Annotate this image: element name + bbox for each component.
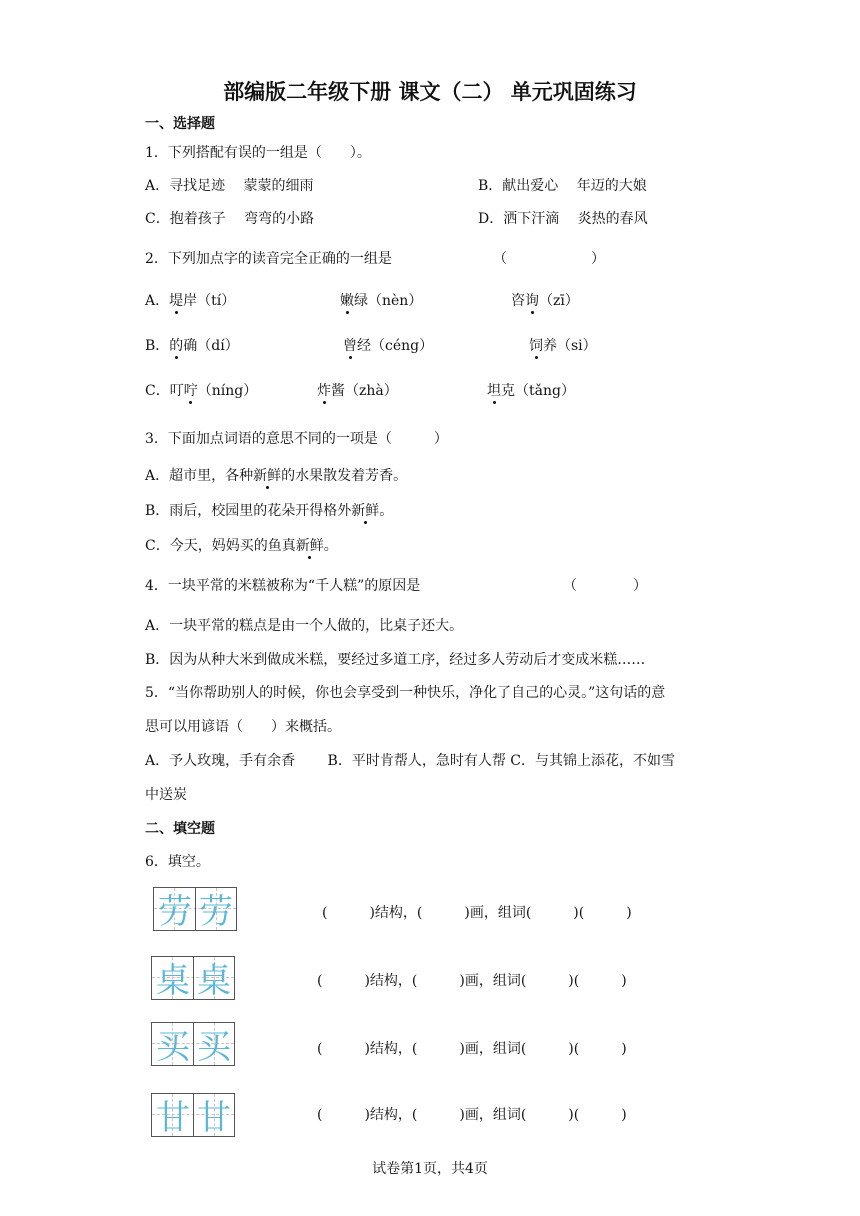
q3-option-c: C．今天，妈妈买的鱼真新鲜。 [145, 535, 338, 555]
q5-stem-line1: 5．“当你帮助别人的时候，你也会享受到一种快乐，净化了自己的心灵。”这句话的意 [145, 685, 666, 701]
page-title: 部编版二年级下册 课文（二） 单元巩固练习 [223, 80, 637, 104]
q2-option-a-item3: 咨询（zī） [511, 290, 579, 310]
q5-stem-line2: 思可以用谚语（ ）来概括。 [145, 719, 341, 735]
q1-option-c: C．抱着孩子 弯弯的小路 [145, 211, 315, 227]
section-fill-heading: 二、填空题 [145, 821, 215, 837]
tian-grid-char-2 [151, 956, 235, 1000]
q2-answer-paren: （ ） [493, 251, 605, 267]
q4-stem: 4．一块平常的米糕被称为“千人糕”的原因是 [145, 578, 421, 594]
q6-stem: 6．填空。 [145, 854, 210, 870]
q3-stem: 3．下面加点词语的意思不同的一项是（ ） [145, 431, 448, 447]
q2-option-c-item3: 坦克（tǎng） [487, 380, 575, 400]
q6-blank-row-2: ( )结构，( )画，组词( )( ) [317, 973, 627, 989]
char-1-right: 劳 [199, 892, 233, 932]
q2-option-b-item2: 曾经（céng） [343, 335, 433, 355]
page-footer: 试卷第1页，共4页 [372, 1161, 488, 1177]
q6-blank-row-4: ( )结构，( )画，组词( )( ) [317, 1107, 627, 1123]
q4-option-b: B．因为从种大米到做成米糕，要经过多道工序，经过多人劳动后才变成米糕…… [145, 652, 646, 668]
q1-option-a: A．寻找足迹 蒙蒙的细雨 [145, 178, 314, 194]
q1-stem: 1．下列搭配有误的一组是（ ）。 [145, 145, 371, 161]
q2-option-b: B．的确（dí） [145, 335, 239, 355]
char-2-left: 桌 [156, 961, 190, 1001]
q4-answer-paren: （ ） [563, 578, 647, 594]
q1-option-d: D．洒下汗滴 炎热的春风 [478, 211, 648, 227]
q1-option-b: B．献出爱心 年迈的大娘 [478, 178, 647, 194]
q5-options-line: A．予人玫瑰，手有余香 B．平时肯帮人，急时有人帮 C．与其锦上添花，不如雪 [145, 753, 676, 769]
tian-grid-char-4 [151, 1093, 235, 1137]
char-1-left: 劳 [158, 892, 192, 932]
char-3-left: 买 [156, 1027, 190, 1067]
q2-option-b-item3: 饲养（si） [529, 335, 597, 355]
q2-stem: 2．下列加点字的读音完全正确的一组是 [145, 251, 392, 267]
q2-option-a: A．堤岸（tí） [145, 290, 235, 310]
tian-grid-char-1 [153, 887, 237, 931]
q6-blank-row-1: ( )结构，( )画，组词( )( ) [322, 905, 632, 921]
q5-options-line2: 中送炭 [145, 787, 187, 803]
char-3-right: 买 [197, 1027, 231, 1067]
tian-grid-char-3 [151, 1022, 235, 1066]
section-choice-heading: 一、选择题 [145, 116, 215, 132]
q6-blank-row-3: ( )结构，( )画，组词( )( ) [317, 1041, 627, 1057]
q2-option-c-item2: 炸酱（zhà） [317, 380, 398, 400]
char-4-right: 甘 [197, 1098, 231, 1138]
q3-option-a: A．超市里，各种新鲜的水果散发着芳香。 [145, 465, 407, 485]
q4-option-a: A．一块平常的糕点是由一个人做的，比桌子还大。 [145, 618, 464, 634]
q2-option-a-item2: 嫩绿（nèn） [340, 290, 422, 310]
q3-option-b: B．雨后，校园里的花朵开得格外新鲜。 [145, 500, 393, 520]
char-2-right: 桌 [197, 961, 231, 1001]
q2-option-c: C．叮咛（níng） [145, 380, 257, 400]
char-4-left: 甘 [156, 1098, 190, 1138]
